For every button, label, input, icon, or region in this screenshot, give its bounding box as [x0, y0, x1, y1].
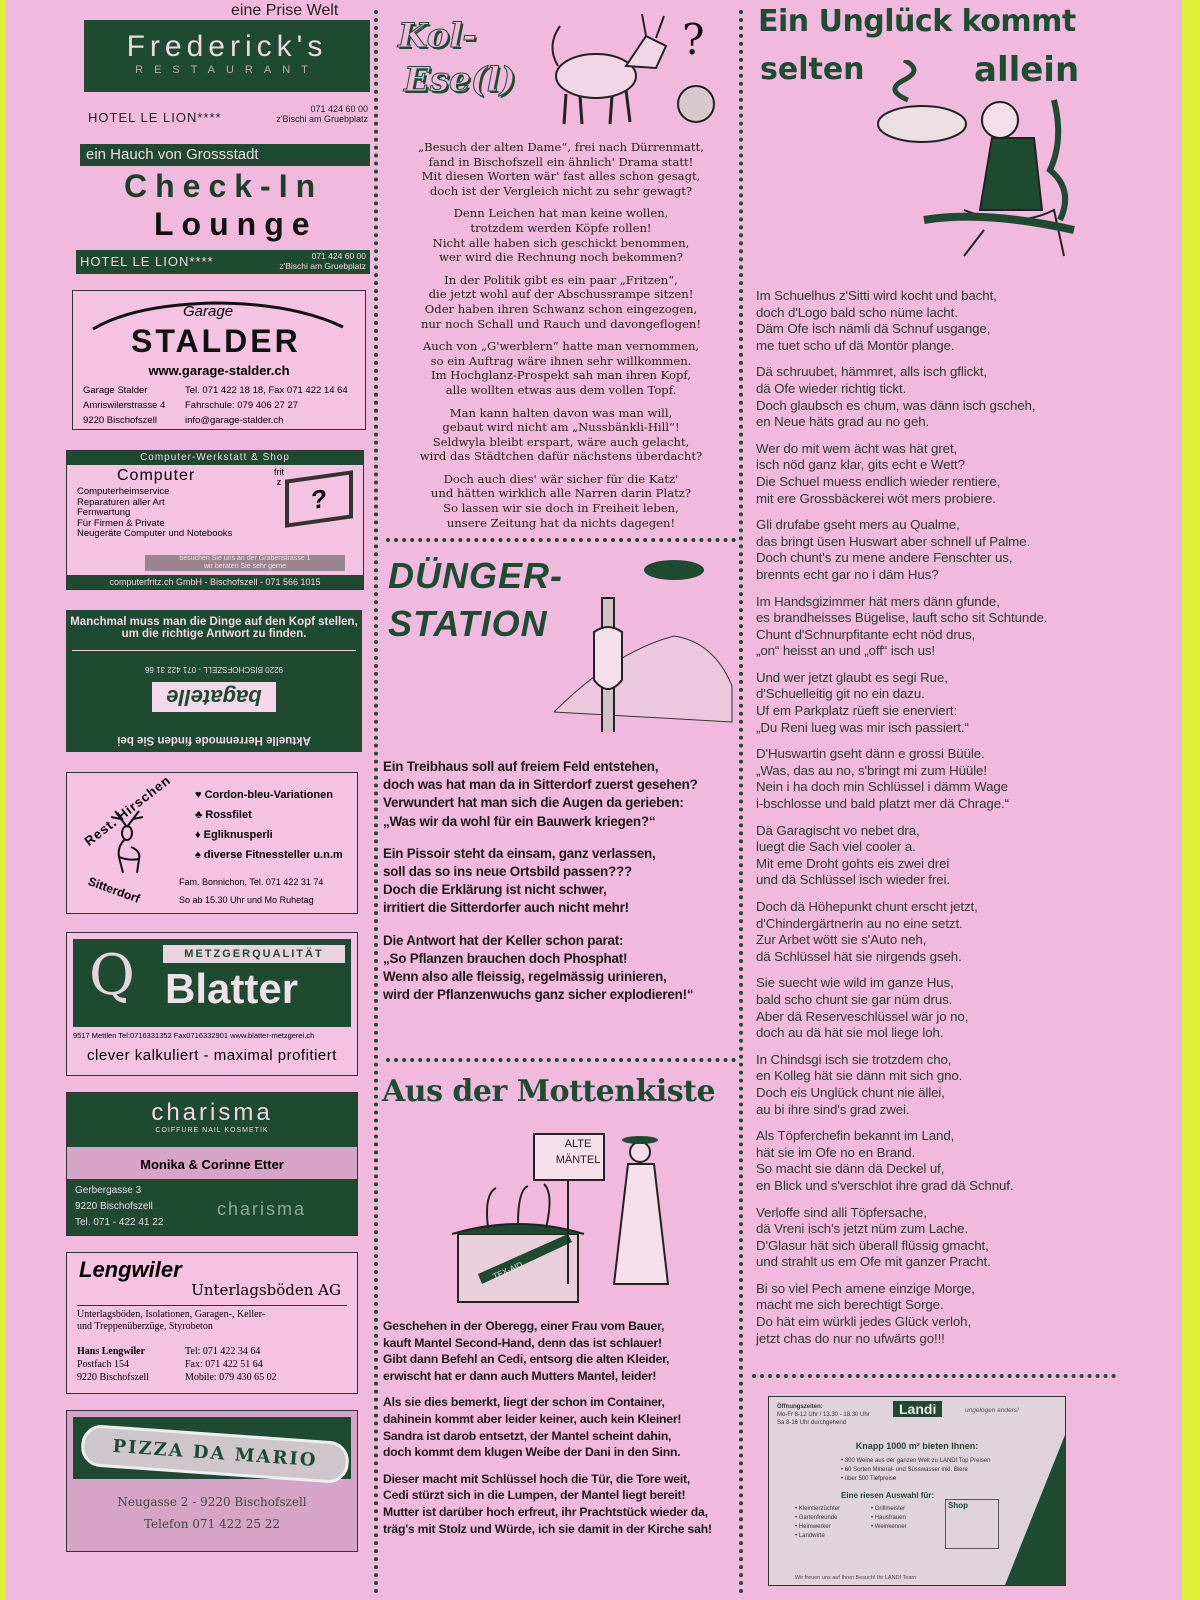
cf-vertical-word: fritz — [274, 467, 284, 487]
unglueck-line2b: allein — [974, 50, 1080, 90]
lengwiler-city: 9220 Bischofszell — [77, 1372, 149, 1383]
landi-headline: Knapp 1000 m² bieten Ihnen: — [855, 1441, 979, 1451]
kol-esel-line1: Kol- — [398, 16, 477, 56]
lounge-phone: 071 424 60 00 — [311, 251, 366, 261]
landi-bullet1: • 300 Weine aus der ganzen Welt zu LANDI Top Preisen — [841, 1458, 991, 1464]
cf-visit1: besuchen Sie uns an der Grabenstrasse 1 — [179, 555, 311, 562]
blatter-slogan: clever kalkuliert - maximal profitiert — [87, 1047, 337, 1064]
landi-ad — [768, 1396, 1066, 1586]
bagatelle-headline1: Manchmal muss man die Dinge auf den Kopf stellen, — [70, 616, 358, 628]
cf-service2: Reparaturen aller Art — [77, 496, 165, 508]
landi-item4: • Landwirte — [795, 1533, 825, 1539]
lengwiler-postbox: Postfach 154 — [77, 1359, 129, 1370]
hirschen-ad — [66, 772, 358, 914]
bagatelle-slogan: Aktuelle Herrenmode finden Sie bei — [117, 734, 311, 746]
monitor-icon: ? — [285, 470, 353, 528]
cf-vertical — [272, 467, 286, 487]
unglueck-stanza1: Im Schuelhus z'Sitti wird kocht und bacht, doch d'Logo bald scho nüme lacht. Däm Ofe isch nämli dä Schnuf usgange, me tuet scho uf dä Montör plange. — [756, 288, 997, 353]
deer-icon — [97, 807, 157, 877]
sign-alte: ALTE — [564, 1138, 592, 1150]
landi-footer: Wir freuen uns auf Ihren Besuch! Ihr LANDI Team — [795, 1575, 916, 1581]
box-label: TEX-AID — [491, 1259, 525, 1282]
lengwiler-mobile: Mobile: 079 430 65 02 — [185, 1372, 277, 1383]
charisma-street: Gerbergasse 3 — [75, 1185, 142, 1196]
fredericks-hotel: HOTEL LE LION**** — [88, 110, 222, 125]
landi-item6: • Hausfrauen — [871, 1515, 906, 1521]
cf-footer: computerfritz.ch GmbH - Bischofszell - 071 566 1015 — [67, 575, 363, 589]
divider-2 — [386, 1058, 736, 1062]
fredericks-name: Frederick's — [126, 30, 328, 63]
cf-header: Computer-Werkstatt & Shop — [67, 451, 363, 465]
kol-esel-poem — [396, 140, 726, 538]
landi-item5: • Grillmeister — [871, 1506, 906, 1512]
mottenkiste-stanza1: Geschehen in der Oberegg, einer Frau vom Bauer, kauft Mantel Second-Hand, denn das ist schlauer! Gibt dann Befehl an Cedi, entsorg die alten Kleider, erwischt hat er dann auch Mutters Mantel, leider! — [383, 1319, 670, 1383]
landi-logo: Landi — [893, 1401, 942, 1417]
fredericks-ad — [84, 20, 370, 92]
lengwiler-contact-name: Hans Lengwiler — [77, 1346, 146, 1357]
svg-text:?: ? — [682, 15, 705, 64]
cf-title: Computer — [117, 467, 196, 484]
lounge-line1: Check-In — [124, 168, 324, 204]
garage-small: Garage — [183, 303, 234, 320]
divider-3 — [752, 1374, 1116, 1378]
lengwiler-desc2: und Treppenüberzüge, Styrobeton — [77, 1321, 213, 1332]
blatter-q: Q — [89, 943, 135, 1008]
pizza-phone: Telefon 071 422 25 22 — [143, 1517, 281, 1531]
garage-stalder-ad — [72, 290, 366, 430]
duenger-line2: STATION — [388, 603, 548, 644]
column-divider-left — [374, 10, 378, 1595]
bagatelle-logo: bagatelle — [152, 682, 275, 712]
charisma-logo: charisma — [151, 1099, 273, 1126]
charisma-logo-small: charisma — [217, 1199, 307, 1219]
landi-shop: Shop — [948, 1501, 968, 1510]
charisma-header — [67, 1093, 357, 1147]
kol-esel-line2: Ese(l) — [404, 60, 516, 100]
lounge-banner: ein Hauch von Grossstadt — [80, 144, 370, 166]
pizza-address: Neugasse 2 - 9220 Bischofszell — [117, 1495, 307, 1509]
lengwiler-desc1: Unterlagsböden, Isolationen, Garagen-, Keller- — [77, 1309, 266, 1320]
kol-esel-stanza4: Auch von „G'werblern“ hatte man vernommen, so ein Auftrag wäre ihnen sehr willkommen. Im Hochglanz-Prospekt sah man ihren Kopf, alle wollten etwas aus dem vollen Topf. — [422, 339, 700, 397]
unglueck-stanza4: Gli drufabe gseht mers au Qualme, das bringt üsen Huswart aber schnell uf Palme. Doch chunt's zu mene andere Fenschter us, brennts echt gar no i däm Hus? — [756, 517, 1031, 582]
landi-note: ungelogen anders! — [965, 1407, 1019, 1414]
kol-esel-stanza1: „Besuch der alten Dame“, frei nach Dürrenmatt, fand in Bischofszell ein ähnlich' Drama statt! Mit diesen Worten wär' fast alles schon gesagt, doch ist der Vergleich nicht zu sehr gewagt? — [418, 140, 704, 198]
charisma-ad — [66, 1092, 358, 1236]
kol-esel-stanza2: Denn Leichen hat man keine wollen, trotzdem werden Köpfe rollen! Nicht alle haben sich geschickt benommen, wer wird die Rechnung noch bekommen? — [432, 206, 690, 265]
hirschen-menu3: ♦ Egliknusperli — [195, 829, 273, 841]
cf-service1: Computerheimservice — [77, 486, 170, 497]
unglueck-stanza3: Wer do mit wem ächt was hät gret, isch nöd ganz klar, gits echt e Wett? Die Schuel muess endlich wieder rentiere, mit ere Grossbäckerei wöt mers probiere. — [756, 440, 1001, 506]
cf-service3: Fernwartung — [77, 507, 131, 518]
duenger-stanza2: Ein Pissoir steht da einsam, ganz verlassen, soll das so ins neue Ortsbild passen??? Doch die Erklärung ist nicht schwer, irritiert die Sitterdorfer auch nicht mehr! — [383, 845, 656, 916]
garage-name: STALDER — [131, 323, 301, 359]
pizza-ad — [66, 1410, 358, 1552]
baker-illustration-icon — [864, 60, 1104, 260]
unglueck-stanza7: D'Huswartin gseht dänn e grossi Büüle. „Was, das au no, s'bringt mi zum Hüüle! Nein i ha doch min Schlüssel i dämm Wage i-bschlosse und bald platzt mer dä Chrage.“ — [756, 746, 1009, 812]
duenger-text — [383, 758, 733, 1018]
urinal-illustration-icon — [554, 552, 734, 732]
hirschen-name-bottom: Sitterdorf — [86, 874, 142, 906]
kol-esel-stanza3: In der Politik gibt es ein paar „Fritzen“, die jetzt wohl auf der Abschussrampe sitzen! Oder haben ihren Schwanz schon eingezogen, nur noch Schall und Rauch und davongeflogen! — [420, 272, 701, 331]
bagatelle-headline2: um die richtige Antwort zu finden. — [121, 628, 307, 640]
mottenkiste-heading: Aus der Mottenkiste — [382, 1074, 716, 1109]
hirschen-name-top: Rest. Hirschen — [81, 772, 174, 849]
unglueck-line1: Ein Unglück kommt — [758, 4, 1076, 39]
fredericks-phone: 071 424 60 00 — [310, 104, 368, 114]
duenger-line1: DÜNGER- — [388, 555, 563, 596]
fredericks-address: z'Bischi am Gruebplatz — [276, 114, 368, 124]
landi-item7: • Weinkenner — [871, 1524, 907, 1530]
unglueck-stanza14: Bi so viel Pech amene einzige Morge, macht me sich berechtigt Sorge. Do hät eim würkli jedes Glück verloh, jetzt chas do nur no ufwärts go!!! — [756, 1280, 975, 1346]
charisma-city: 9220 Bischofszell — [75, 1201, 153, 1212]
blatter-contact: 9517 Mettlen Tel:0716331352 Fax0716332901 www.blatter-metzgerei.ch — [73, 1031, 315, 1040]
fredericks-sub: RESTAURANT — [135, 64, 319, 76]
charisma-footer — [67, 1179, 357, 1235]
blatter-ad — [66, 932, 358, 1076]
hirschen-contact: Fam. Bonnichon, Tel. 071 422 31 74 — [179, 877, 324, 887]
unglueck-stanza5: Im Handsgizimmer hät mers dänn gfunde, es brandheisses Bügelise, lauft scho sit Schtunde. Chunt d'Schnurpfitante echt nöd drus, „on“ heisst an und „off“ isch us! — [756, 593, 1048, 659]
unglueck-stanza6: Und wer jetzt glaubt es segi Rue, d'Schuelleitig git no ein dazu. Uf em Parkplatz rüeft sie enerviert: „Du Reni lueg was mir isch passiert.“ — [756, 669, 969, 735]
unglueck-poem — [756, 288, 1096, 1357]
unglueck-stanza11: In Chindsgi isch sie trotzdem cho, en Kolleg hät sie dänn mit sich gno. Doch eis Unglück chunt nie ällei, au bi ihre sind's grad zwei. — [756, 1051, 963, 1117]
computerfritz-ad — [66, 450, 364, 590]
landi-hours-label: Öffnungszeiten: — [777, 1404, 823, 1410]
blatter-banner — [73, 939, 351, 1027]
column-divider-right — [739, 10, 743, 1595]
cf-service5: Neugeräte Computer und Notebooks — [77, 528, 233, 539]
hirschen-menu2: ♣ Rossfilet — [195, 809, 252, 821]
blatter-quality: METZGERQUALITÄT — [163, 945, 345, 963]
fredericks-contact — [256, 104, 368, 124]
divider-1 — [386, 538, 736, 542]
bagatelle-contact: 9220 BISCHOFSZELL - 071 422 31 66 — [145, 665, 284, 674]
tagline: eine Prise Welt — [231, 2, 339, 19]
landi-bullet2: • 60 Sorten Mineral- und Süsswasser inkl. Biere — [841, 1467, 968, 1473]
lengwiler-ad — [66, 1252, 358, 1394]
landi-green-corner — [1005, 1435, 1065, 1585]
lengwiler-company: Unterlagsböden AG — [191, 1281, 341, 1299]
lounge-hotel: HOTEL LE LION**** — [80, 254, 214, 269]
lengwiler-tel: Tel: 071 422 34 64 — [185, 1346, 261, 1357]
kol-esel-stanza6: Doch auch dies' wär sicher für die Katz' und hätten wirklich alle Narren darin Platz? So lassen wir sie doch in Freiheit leben, unsere Zeitung hat da nichts dagegen! — [430, 471, 692, 530]
sign-mantel: MÄNTEL — [555, 1154, 601, 1166]
garage-tel: Tel. 071 422 18 18, Fax 071 422 14 64 — [185, 385, 348, 396]
garage-addr3: 9220 Bischofszell — [83, 415, 157, 426]
unglueck-stanza9: Doch dä Höhepunkt chunt erscht jetzt, d'Chindergärtnerin au no eine setzt. Zur Arbet wött sie s'Auto neh, dä Schlüssel hät sie nirgends gseh. — [756, 899, 978, 964]
garage-school: Fahrschule: 079 406 27 27 — [185, 400, 299, 411]
unglueck-stanza13: Verloffe sind alli Töpfersache, dä Vreni isch's jetzt nüm zum Lache. D'Glasur hät sich überall flüssig gmacht, und strahlt us em Ofe mit ganzer Pracht. — [756, 1204, 991, 1270]
mottenkiste-stanza2: Als sie dies bemerkt, liegt der schon im Container, dahinein kommt aber leider keiner, auch kein Kleiner! Sandra ist darob entsetzt, der Mantel scheint dahin, doch kommt dem klugen Weibe der Dani in den Sinn. — [383, 1395, 682, 1460]
wardrobe-illustration-icon — [418, 1124, 698, 1304]
unglueck-stanza10: Sie suecht wie wild im ganze Hus, bald scho chunt sie gar nüm drus. Aber dä Reserveschlüssel wär jo no, doch au dä hät sie mol liege loh. — [756, 975, 969, 1041]
cf-visit — [145, 555, 345, 571]
donkey-illustration-icon — [516, 6, 736, 126]
mottenkiste-text — [383, 1318, 733, 1537]
landi-item3: • Heimwerker — [795, 1524, 831, 1530]
charisma-owners: Monika & Corinne Etter — [140, 1157, 284, 1172]
mottenkiste-stanza3: Dieser macht mit Schlüssel hoch die Tür, die Tore weit, Cedi stürzt sich in die Lumpen, der Mantel liegt bereit! Mutter ist darüber hoch erfreut, ihr Prachtstück wieder da, träg's mit Stolz und Würde, ich sie damit in der Kirche sah! — [383, 1471, 712, 1536]
lengwiler-fax: Fax: 071 422 51 64 — [185, 1359, 263, 1370]
garage-email: info@garage-stalder.ch — [185, 415, 284, 426]
lounge-address: z'Bischi am Gruebplatz — [279, 261, 366, 271]
landi-shop-box — [945, 1499, 999, 1549]
landi-item1: • Kleintierzüchter — [795, 1506, 841, 1512]
unglueck-stanza12: Als Töpferchefin bekannt im Land, hät sie im Ofe no en Brand. So macht sie dänn dä Deckel uf, en Blick und s'verschlot ihre grad dä Schnuf. — [756, 1128, 1014, 1193]
pizza-name: PIZZA DA MARIO — [80, 1424, 350, 1485]
unglueck-line2a: selten — [760, 52, 865, 87]
lounge-footer — [76, 250, 370, 274]
duenger-stanza1: Ein Treibhaus soll auf freiem Feld entstehen, doch was hat man da in Sitterdorf zuerst gesehen? Verwundert hat man sich die Augen da gerieben: „Was wir da wohl für ein Bauwerk kriegen?“ — [383, 759, 698, 829]
charisma-phone: Tel. 071 - 422 41 22 — [75, 1217, 164, 1228]
landi-selection: Eine riesen Auswahl für: — [841, 1491, 935, 1500]
garage-addr2: Amriswilerstrasse 4 — [83, 400, 166, 411]
landi-hours1: Mo-Fr 8-12 Uhr / 13.30 - 18.30 Uhr — [777, 1412, 870, 1418]
kol-esel-stanza5: Man kann halten davon was man will, gebaut wird nicht am „Nussbänkli-Hill“! Seldwyla bleibt erspart, wäre auch gelacht, wird das Städtchen dafür nächstens überdacht? — [419, 405, 703, 464]
charisma-sub: COIFFURE NAIL KOSMETIK — [155, 1127, 269, 1134]
blatter-name: Blatter — [165, 965, 299, 1012]
duenger-stanza3: Die Antwort hat der Keller schon parat: „So Pflanzen brauchen doch Phosphat! Wenn also alle fleissig, regelmässig urinieren, wird der Pflanzenwuchs ganz sicher explodieren!“ — [383, 932, 694, 1003]
kol-esel-heading — [398, 14, 516, 102]
garage-addr1: Garage Stalder — [83, 385, 148, 396]
hirschen-menu1: ♥ Cordon-bleu-Variationen — [195, 789, 333, 801]
cf-visit2: wir beraten Sie sehr gerne — [203, 563, 287, 570]
bagatelle-upside-down — [66, 652, 362, 752]
landi-item2: • Gartenfreunde — [795, 1515, 838, 1521]
lounge-line2: Lounge — [154, 206, 318, 242]
unglueck-stanza8: Dä Garagischt vo nebet dra, luegt die Sach viel cooler a. Mit eme Droht gohts eis zwei drei und dä Schlüssel isch wieder frei. — [756, 822, 950, 888]
lengwiler-name: Lengwiler — [79, 1257, 182, 1282]
landi-hours2: Sa 8-16 Uhr durchgehend — [777, 1420, 847, 1426]
cf-service4: Für Firmen & Private — [77, 517, 165, 529]
garage-web: www.garage-stalder.ch — [148, 363, 290, 378]
hirschen-menu4: ♠ diverse Fitnessteller u.n.m — [195, 849, 343, 861]
hirschen-hours: So ab 15.30 Uhr und Mo Ruhetag — [179, 895, 314, 905]
unglueck-stanza2: Dä schruubet, hämmret, alls isch gflickt, dä Ofe wieder richtig tickt. Doch glaubsch es chum, was dänn isch gscheh, en Neue häts grad au no geh. — [756, 364, 1036, 430]
landi-bullet3: • über 500 Tiefpreise — [841, 1476, 897, 1482]
newspaper-page — [6, 0, 1182, 1600]
bagatelle-ad — [66, 610, 362, 752]
duenger-heading — [388, 552, 563, 648]
